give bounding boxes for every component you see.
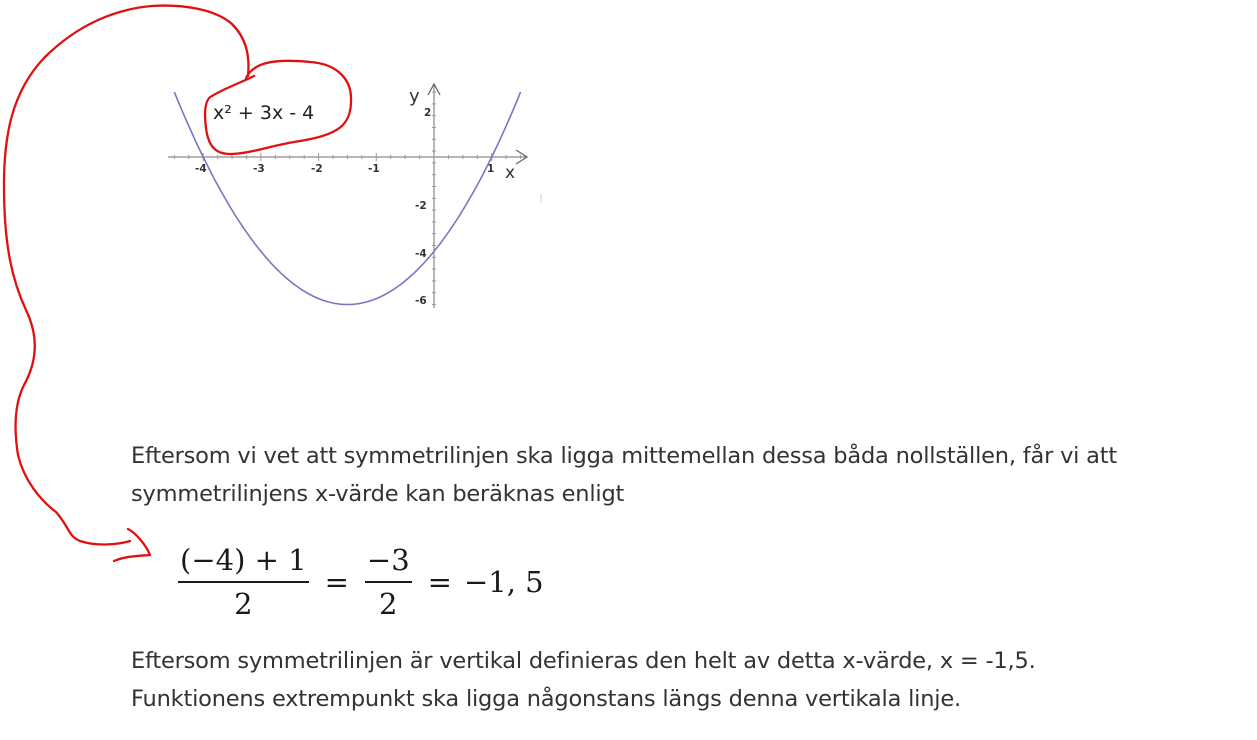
symmetry-formula xyxy=(174,536,544,628)
y-tick-label: -2 xyxy=(415,200,427,212)
x-tick-label: -1 xyxy=(368,163,380,175)
y-tick-label: -6 xyxy=(415,295,427,307)
arrow-head xyxy=(114,529,150,561)
fraction-2 xyxy=(361,543,416,621)
explanation-paragraph-2: Eftersom symmetrilinjen är vertikal definieras den helt av detta x-värde, x = -1,5. Funktionens extrempunkt ska ligga någonstans längs denna vertikala linje. xyxy=(131,648,1036,712)
x-tick-label: -2 xyxy=(311,163,323,175)
fraction-2-numerator: −3 xyxy=(366,543,410,578)
y-tick-label: 2 xyxy=(424,107,432,119)
formula-result: −1, 5 xyxy=(463,565,544,599)
x-axis-label: x xyxy=(505,163,516,183)
x-tick-label: 1 xyxy=(487,163,495,175)
equals-sign: = xyxy=(427,565,452,599)
fraction-1 xyxy=(174,543,313,621)
y-tick-label: -4 xyxy=(415,248,427,260)
equals-sign: = xyxy=(324,565,349,599)
explanation-paragraph-1: Eftersom vi vet att symmetrilinjen ska ligga mittemellan dessa båda nollställen, får vi att symmetrilinjens x-värde kan beräknas enligt xyxy=(131,443,1118,507)
x-tick-label: -4 xyxy=(195,163,207,175)
y-axis-label: y xyxy=(409,86,420,107)
function-label: x² + 3x - 4 xyxy=(213,102,315,124)
x-tick-label: -3 xyxy=(253,163,265,175)
fraction-1-numerator: (−4) + 1 xyxy=(180,543,307,578)
fraction-1-denominator: 2 xyxy=(234,586,253,621)
fraction-2-denominator: 2 xyxy=(379,586,398,621)
